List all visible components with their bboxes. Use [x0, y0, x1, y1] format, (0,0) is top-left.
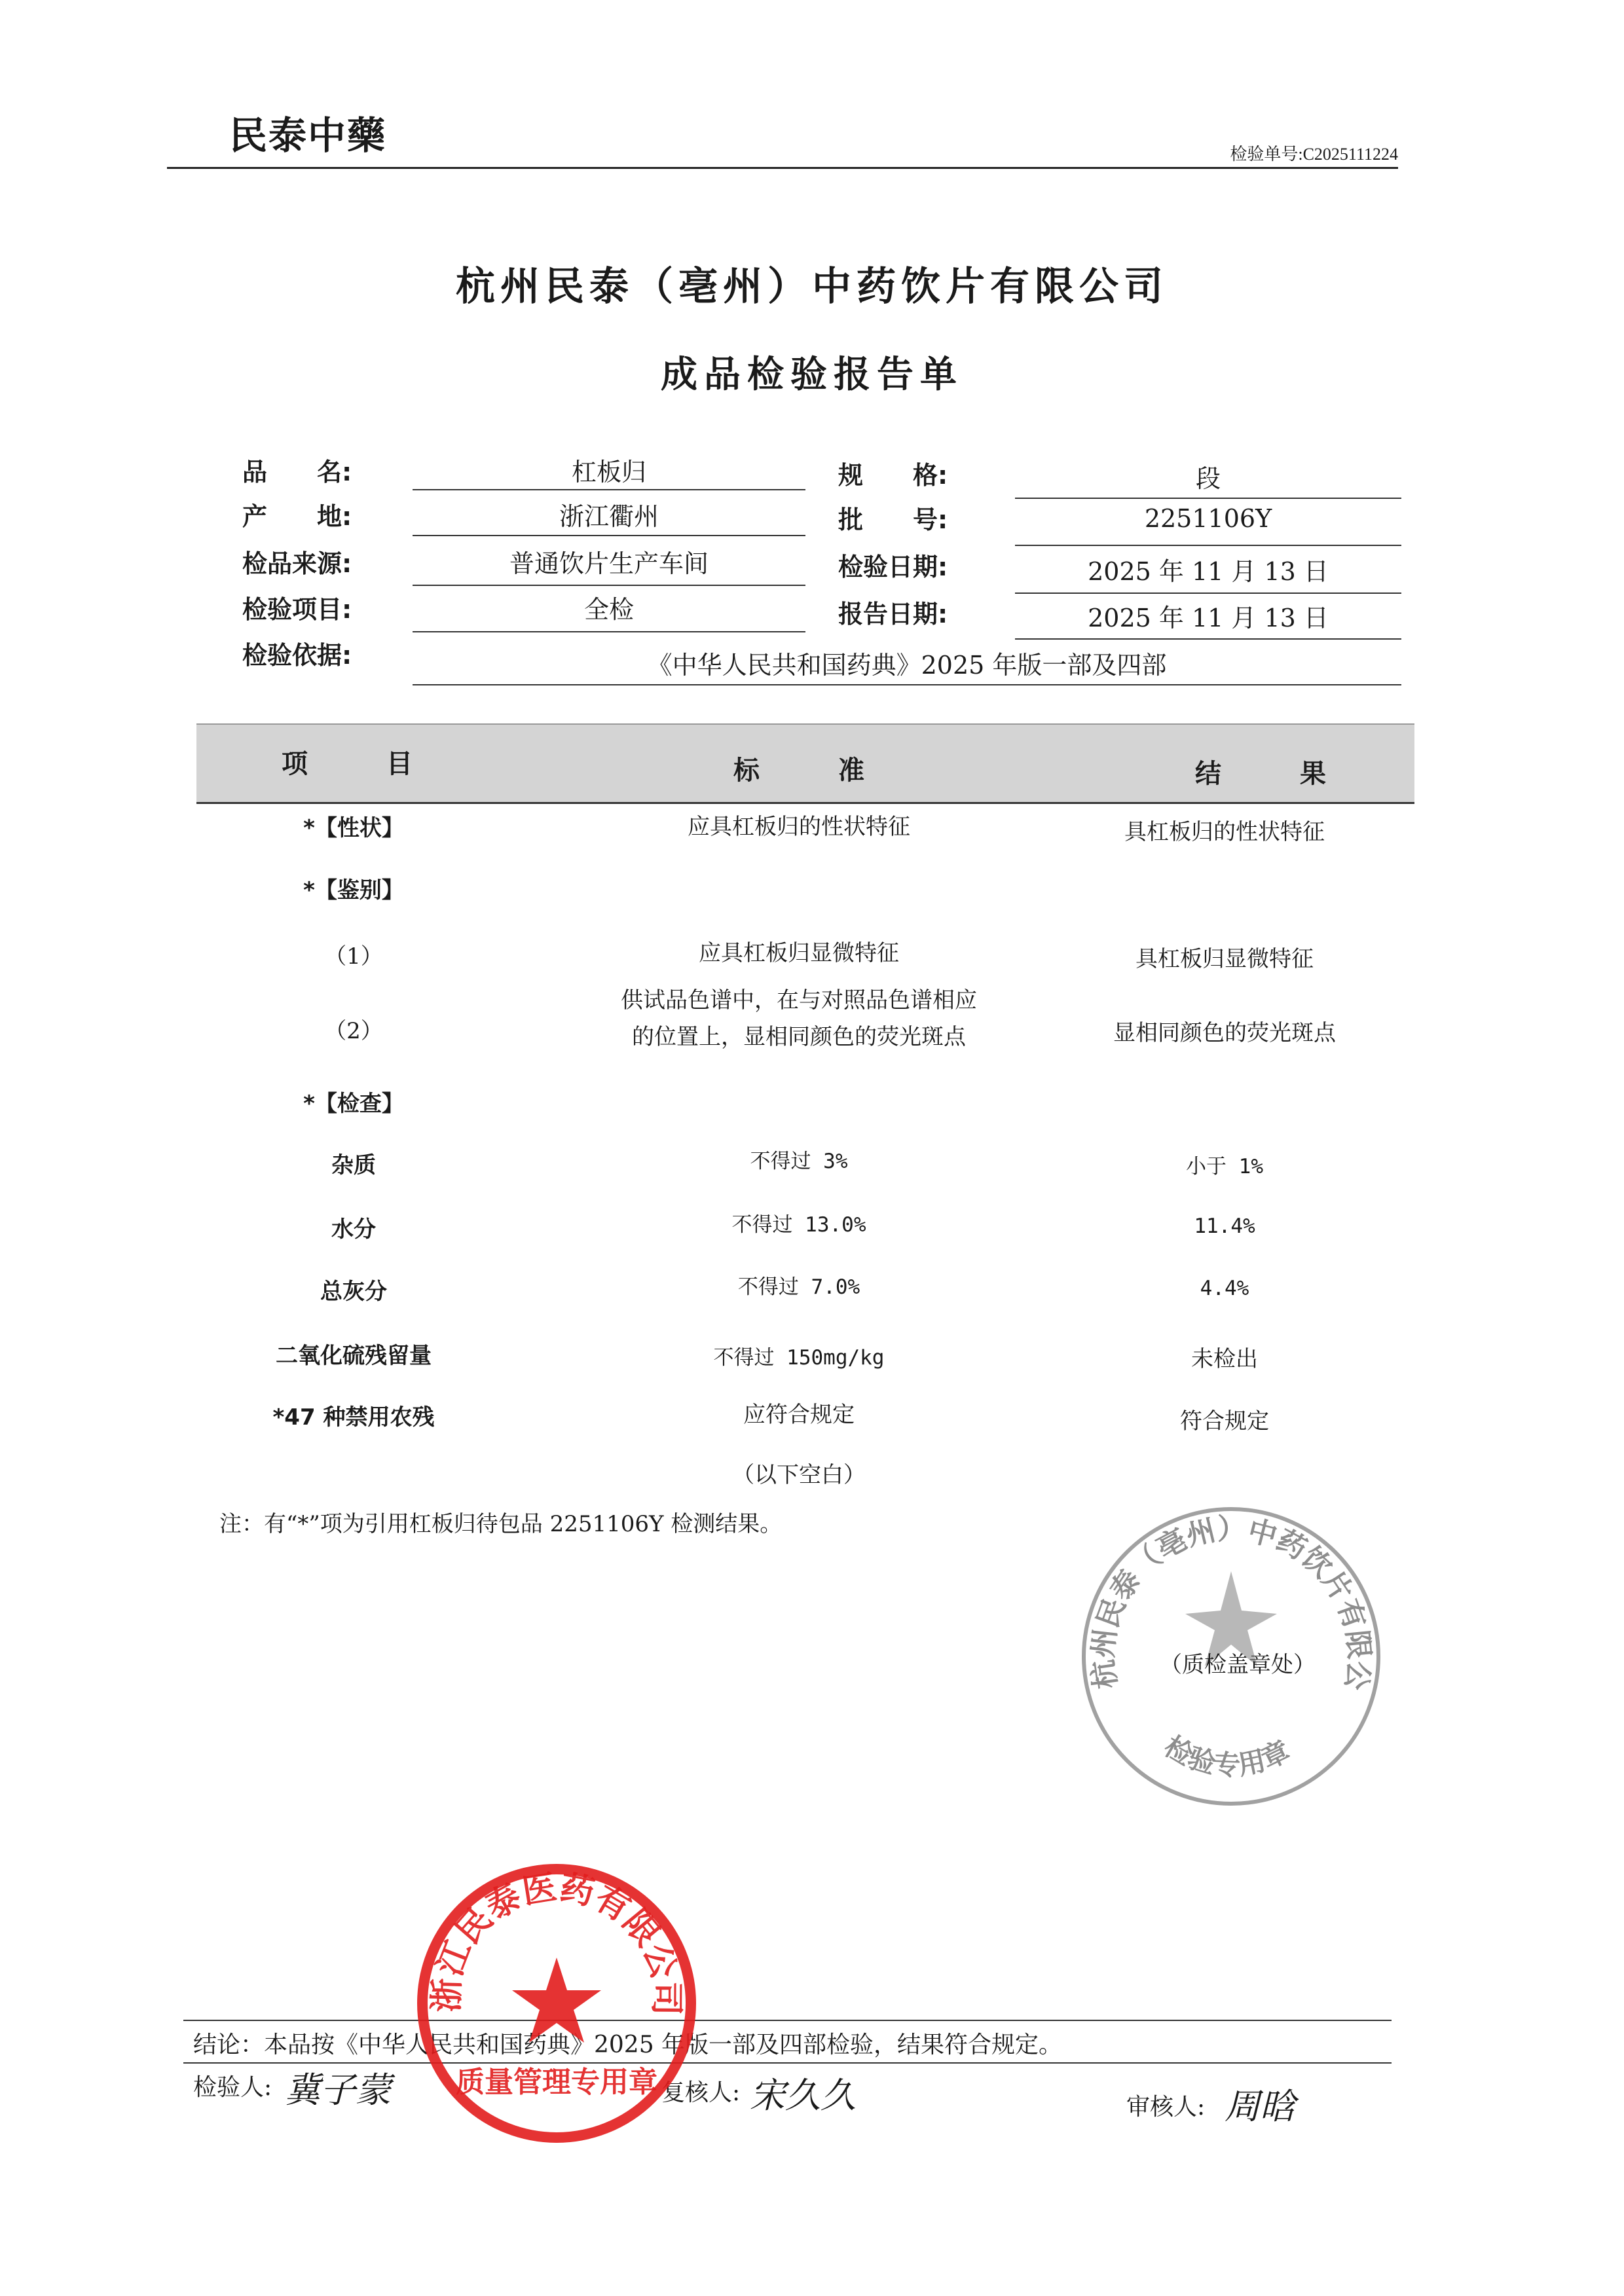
- row-result: 4.4%: [1200, 1277, 1249, 1300]
- approver-label: 审核人:: [1126, 2094, 1206, 2121]
- row-item: *【检查】: [303, 1091, 404, 1117]
- origin-label: 产 地:: [242, 502, 352, 531]
- row-standard: [537, 982, 1061, 1055]
- row-standard: 应符合规定: [743, 1402, 855, 1428]
- approver-signature: 周晗: [1225, 2086, 1295, 2127]
- column-header-standard: 标 准: [733, 756, 891, 786]
- batch-value: 2251106Y: [1144, 504, 1272, 533]
- report-number-value: C2025111224: [1302, 145, 1398, 164]
- batch-label: 批 号:: [838, 505, 948, 534]
- underline: [413, 684, 1401, 685]
- row-standard: 应具杠板归显微特征: [699, 940, 899, 966]
- row-item: *【性状】: [303, 815, 404, 841]
- row-item: 杂质: [331, 1152, 376, 1178]
- footnote: 注：有“*”项为引用杠板归待包品 2251106Y 检测结果。: [219, 1511, 783, 1537]
- qc-seal-ring-text: 杭州民泰（亳州）中药饮片有限公: [1086, 1512, 1376, 1692]
- report-number: [1230, 141, 1398, 165]
- row-result: 11.4%: [1194, 1214, 1255, 1238]
- row-result: 小于 1%: [1186, 1155, 1263, 1178]
- row-item: 二氧化硫残留量: [276, 1343, 432, 1369]
- origin-value: 浙江衢州: [559, 502, 659, 531]
- underline: [1015, 638, 1401, 640]
- red-seal: [413, 1859, 701, 2147]
- row-standard: 不得过 13.0%: [731, 1213, 866, 1237]
- row-result: 具杠板归的性状特征: [1124, 819, 1325, 845]
- conclusion-top-rule: [183, 2020, 1392, 2021]
- row-standard-line: 的位置上，显相同颜色的荧光斑点: [632, 1024, 966, 1050]
- row-standard: 不得过 7.0%: [737, 1275, 860, 1299]
- row-standard: 不得过 150mg/kg: [713, 1346, 885, 1370]
- source-label: 检品来源:: [242, 549, 352, 578]
- underline: [1015, 592, 1401, 594]
- star-icon: [512, 1958, 601, 2043]
- test-date-value: 2025 年 11 月 13 日: [1088, 557, 1329, 586]
- row-standard: 应具杠板归的性状特征: [688, 814, 910, 840]
- row-item: （1）: [324, 943, 383, 970]
- blank-note: （以下空白）: [732, 1462, 866, 1488]
- qc-seal-bottom-text: 检验专用章: [1158, 1730, 1295, 1782]
- row-item: *47 种禁用农残: [272, 1404, 435, 1430]
- underline: [1015, 545, 1401, 546]
- table-header-rule: [196, 802, 1414, 804]
- test-date-label: 检验日期:: [838, 553, 948, 581]
- row-result: 符合规定: [1180, 1408, 1269, 1434]
- red-seal-bottom-text: 质量管理专用章: [456, 2066, 657, 2099]
- row-standard: 不得过 3%: [750, 1150, 848, 1173]
- underline: [413, 535, 805, 536]
- basis-label: 检验依据:: [242, 641, 352, 670]
- item-value: 全检: [583, 595, 634, 624]
- row-item: 总灰分: [320, 1279, 387, 1305]
- row-item: 水分: [331, 1216, 376, 1243]
- report-date-value: 2025 年 11 月 13 日: [1088, 604, 1329, 632]
- report-date-label: 报告日期:: [838, 600, 948, 629]
- column-header-result: 结 果: [1195, 759, 1352, 789]
- row-result: 未检出: [1191, 1346, 1258, 1372]
- row-result: 显相同颜色的荧光斑点: [1113, 1020, 1336, 1046]
- underline: [413, 585, 805, 586]
- red-seal-ring-text: 浙江民泰医药有限公司: [427, 1867, 686, 2016]
- header-divider: [167, 167, 1398, 169]
- item-label: 检验项目:: [242, 595, 352, 624]
- logo-subtext: [331, 140, 333, 147]
- column-header-item: 项 目: [282, 749, 439, 779]
- row-result: 具杠板归显微特征: [1135, 946, 1314, 972]
- inspector-label: 检验人:: [193, 2074, 272, 2101]
- row-item: *【鉴别】: [303, 877, 404, 903]
- product-name-label: 品 名:: [242, 458, 352, 486]
- row-item: （2）: [324, 1018, 383, 1044]
- qc-seal-center-text: （质检盖章处）: [1160, 1652, 1316, 1678]
- row-standard-line: 供试品色谱中，在与对照品色谱相应: [621, 987, 977, 1013]
- product-name-value: 杠板归: [571, 458, 646, 486]
- inspector-signature: 冀子蒙: [285, 2069, 391, 2111]
- svg-text:检验专用章: [1159, 1730, 1295, 1781]
- spec-value: 段: [1195, 464, 1221, 493]
- underline: [413, 631, 805, 632]
- spec-label: 规 格:: [838, 461, 948, 490]
- company-name: 杭州民泰（亳州）中药饮片有限公司: [456, 264, 1168, 310]
- qc-seal: [1074, 1499, 1388, 1813]
- company-logo: 民泰中藥: [229, 113, 387, 158]
- reviewer-label: 复核人:: [661, 2079, 741, 2106]
- reviewer-signature: 宋久久: [750, 2075, 856, 2116]
- basis-value: 《中华人民共和国药典》2025 年版一部及四部: [647, 651, 1167, 680]
- conclusion-text: 结论：本品按《中华人民共和国药典》2025 年版一部及四部检验，结果符合规定。: [193, 2032, 1063, 2058]
- underline: [1015, 498, 1401, 499]
- source-value: 普通饮片生产车间: [509, 549, 709, 578]
- underline: [413, 489, 805, 490]
- report-number-label: 检验单号:: [1230, 145, 1303, 164]
- document-title: 成品检验报告单: [661, 353, 963, 396]
